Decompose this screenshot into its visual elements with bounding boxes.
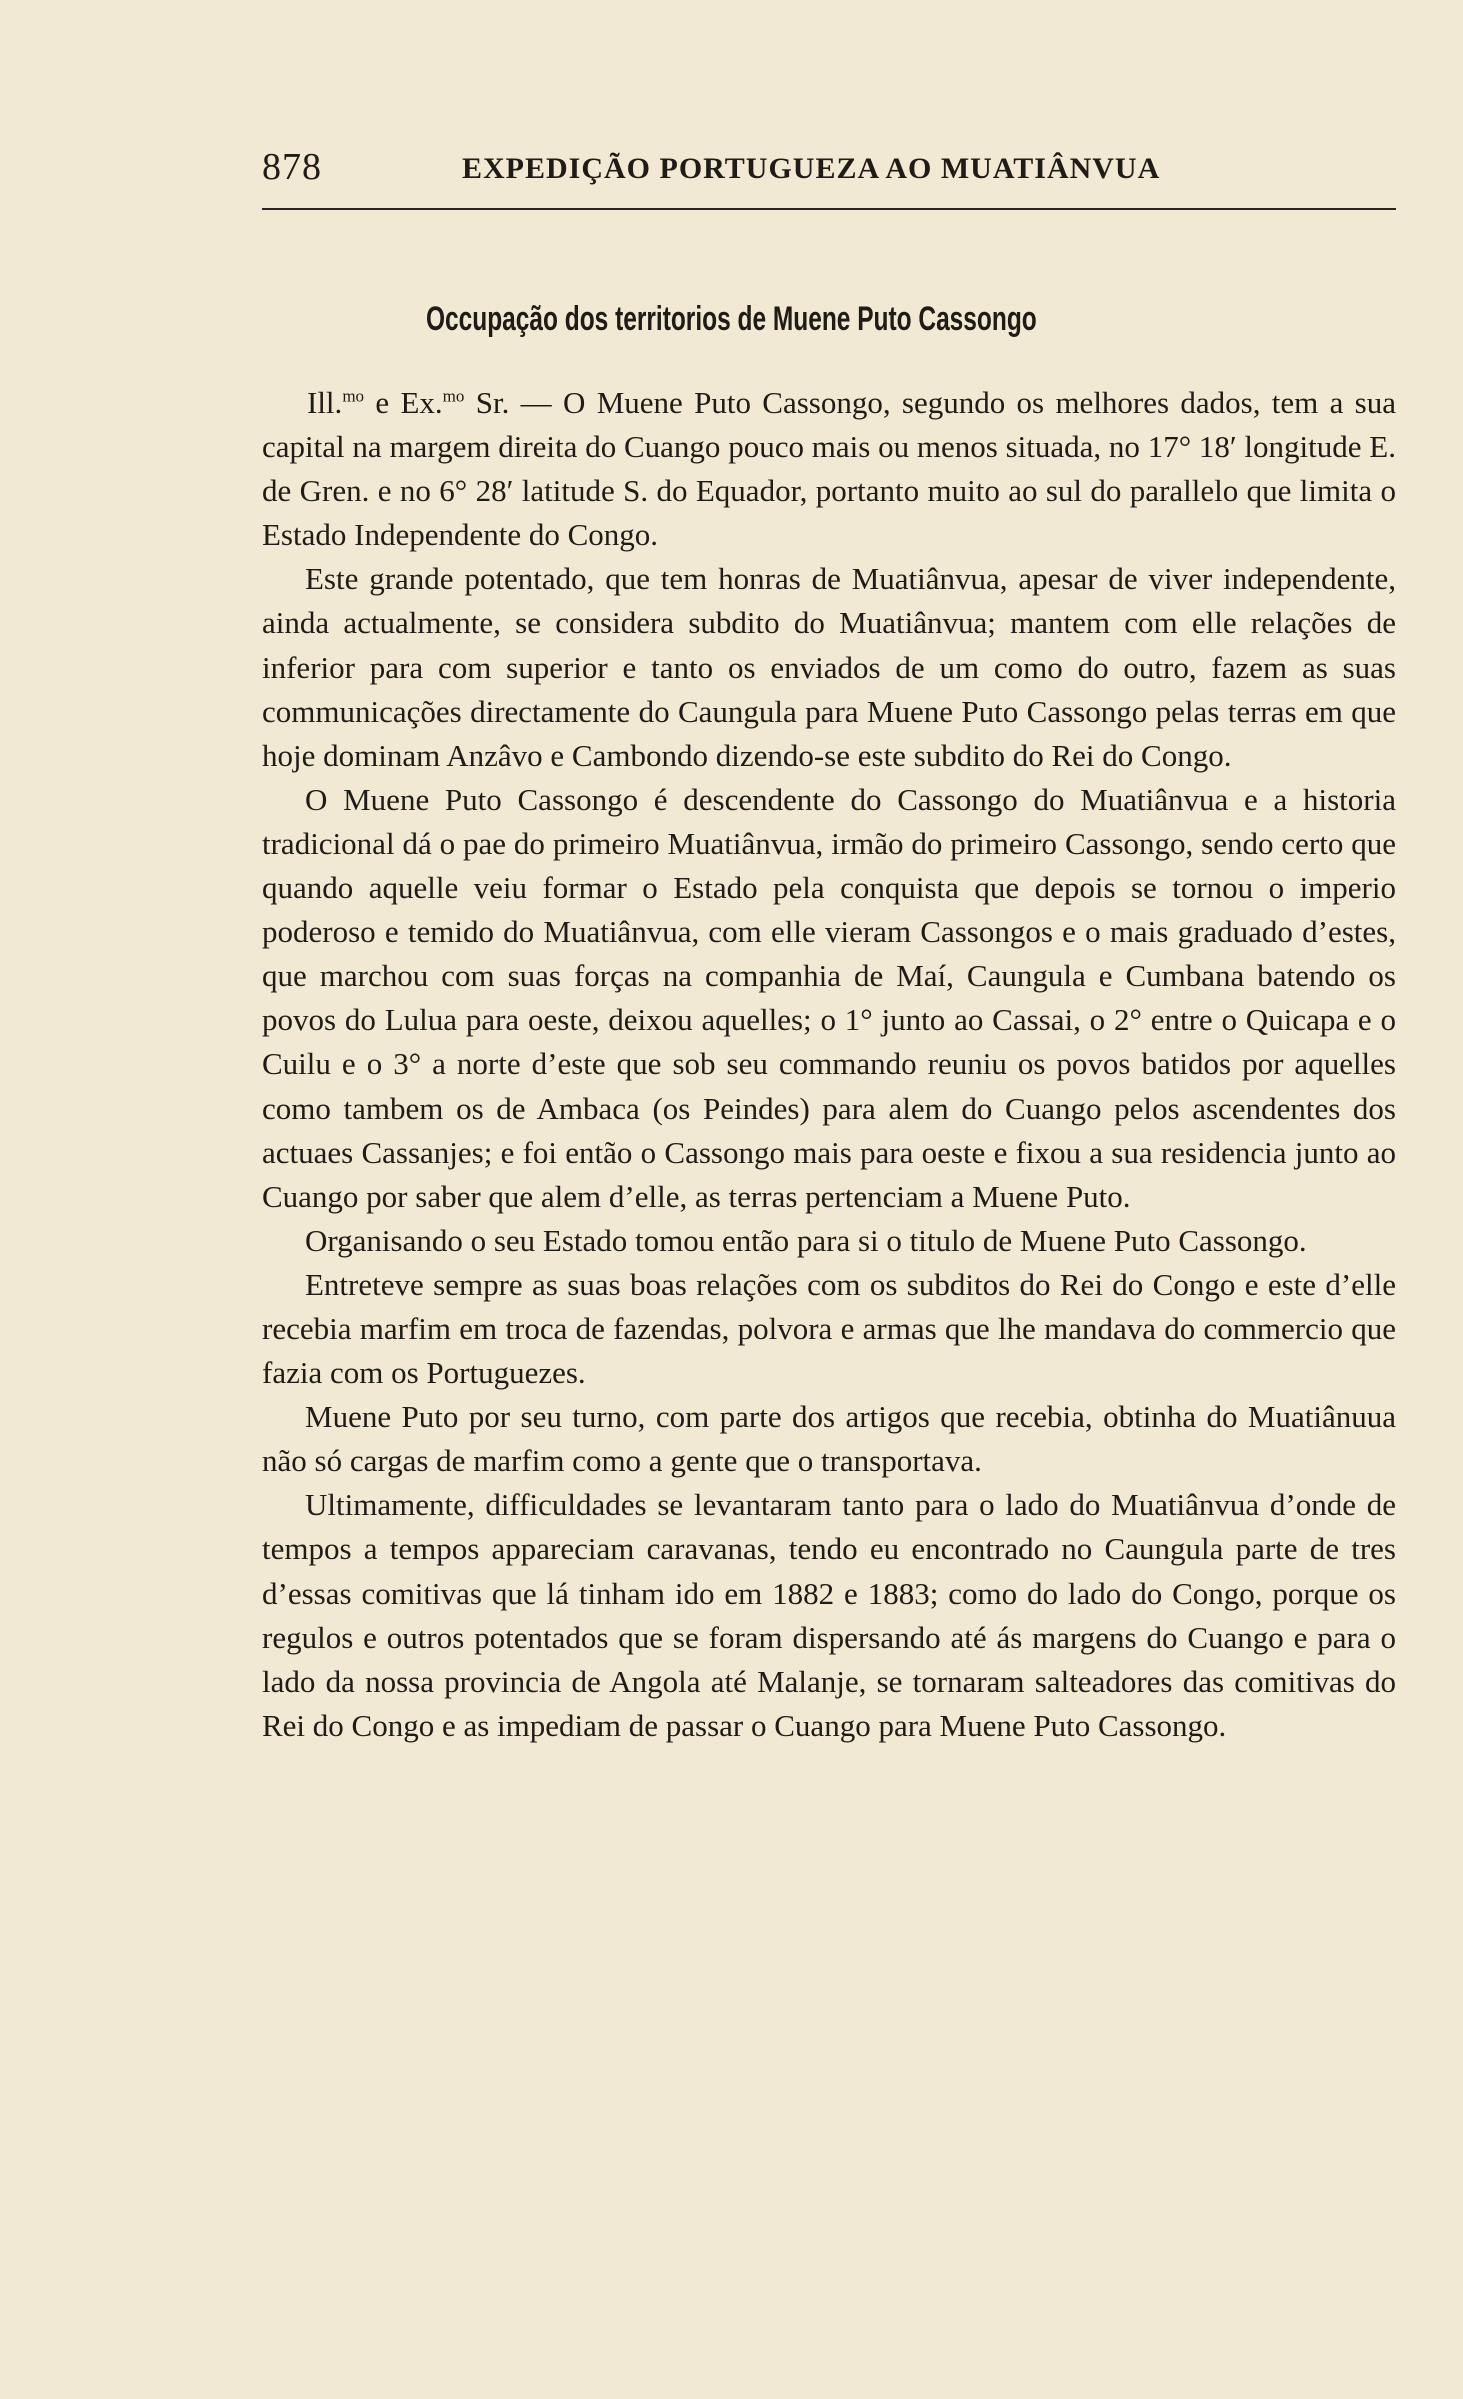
salutation-illustrissimo: Ill. — [307, 385, 343, 420]
salutation-excellentissimo: e Ex. — [364, 385, 443, 420]
paragraph-5: Entreteve sempre as suas boas relações com os subditos do Rei do Congo e este d’elle recebia marfim em troca de fazendas, polvora e armas que lhe mandava do commercio que fazia com os Portuguezes. — [262, 1266, 1396, 1391]
paragraph-4: Organisando o seu Estado tomou então para si o titulo de Muene Puto Cassongo. — [305, 1222, 1307, 1258]
page-number: 878 — [262, 146, 322, 188]
section-title: Occupação dos territorios de Muene Puto Cassongo — [425, 300, 1037, 338]
paragraph-2: Este grande potentado, que tem honras de Muatiânvua, apesar de viver independente, ainda actualmente, se considera subdito do Muatiânvua; mantem com elle relações de inferior para com superior e tanto os enviados de um como do outro, fazem as suas communicações directamente do Caungula para Muene Puto Cassongo pelas terras em que hoje dominam Anzâvo e Cambondo dizendo-se este subdito do Rei do Congo. — [262, 561, 1396, 773]
salutation-sup-1: mo — [342, 386, 365, 406]
header-rule — [262, 208, 1396, 210]
body-text — [262, 381, 1396, 1748]
salutation-sup-2: mo — [442, 386, 465, 406]
paragraph-3: O Muene Puto Cassongo é descendente do Cassongo do Muatiânvua e a historia tradicional dá o pae do primeiro Muatiânvua, irmão do primeiro Cassongo, sendo certo que quando aquelle veiu formar o Estado pela conquista que depois se tornou o imperio poderoso e temido do Muatiânvua, com elle vieram Cassongos e o mais graduado d’estes, que marchou com suas forças na companhia de Maí, Caungula e Cumbana batendo os povos do Lulua para oeste, deixou aquelles; o 1° junto ao Cassai, o 2° entre o Quicapa e o Cuilu e o 3° a norte d’este que sob seu commando reuniu os povos batidos por aquelles como tambem os de Ambaca (os Peindes) para alem do Cuango pelos ascendentes dos actuaes Cassanjes; e foi então o Cassongo mais para oeste e fixou a sua residencia junto ao Cuango por saber que alem d’elle, as terras pertenciam a Muene Puto. — [262, 781, 1396, 1214]
page-header — [262, 142, 1396, 192]
paragraph-6: Muene Puto por seu turno, com parte dos artigos que recebia, obtinha do Muatiânuua não só cargas de marfim como a gente que o transportava. — [262, 1399, 1396, 1479]
running-head: EXPEDIÇÃO PORTUGUEZA AO MUATIÂNVUA — [462, 152, 1161, 185]
paragraph-1 — [262, 381, 1396, 557]
paragraph-1-text: Sr. — O Muene Puto Cassongo, segundo os melhores dados, tem a sua capital na margem direita do Cuango pouco mais ou menos situada, no 17° 18′ longitude E. de Gren. e no 6° 28′ latitude S. do Equador, portanto muito ao sul do parallelo que limita o Estado Independente do Congo. — [262, 385, 1396, 553]
paragraph-7: Ultimamente, difficuldades se levantaram tanto para o lado do Muatiânvua d’onde de tempos a tempos appareciam caravanas, tendo eu encontrado no Caungula parte de tres d’essas comitivas que lá tinham ido em 1882 e 1883; como do lado do Congo, porque os regulos e outros potentados que se foram dispersando até ás margens do Cuango e para o lado da nossa provincia de Angola até Malanje, se tornaram salteadores das comitivas do Rei do Congo e as impediam de passar o Cuango para Muene Puto Cassongo. — [262, 1487, 1396, 1743]
